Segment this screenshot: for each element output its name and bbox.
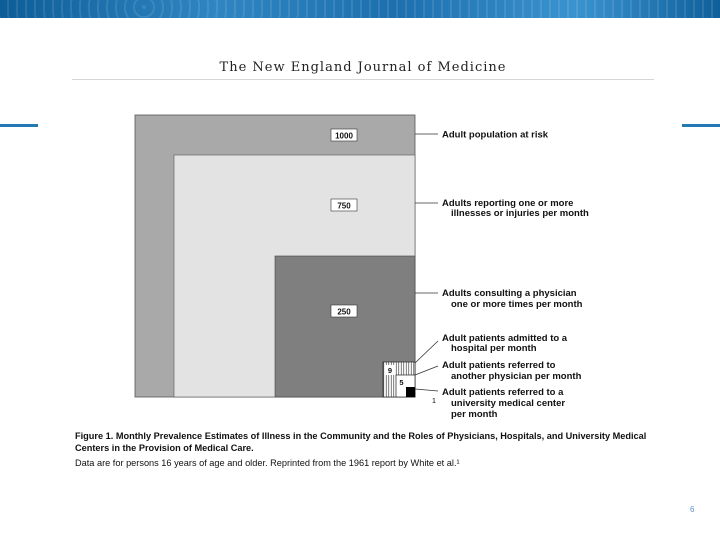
figure-note: Data are for persons 16 years of age and older. Reprinted from the 1961 report by White et al.¹ — [75, 458, 460, 468]
label-5-line-2: another physician per month — [451, 371, 582, 382]
label-750-line-1: Adults reporting one or more — [442, 198, 574, 209]
page-number: 6 — [690, 505, 695, 514]
figure-title: Monthly Prevalence Estimates of Illness in the Community and the Roles of Physicians, Hospitals, and University Medical Centers in the Provision of Medical Care. — [75, 431, 647, 453]
label-250-line-1: Adults consulting a physician — [442, 288, 577, 299]
label-1-line-3: per month — [451, 409, 498, 420]
square-1 — [406, 387, 415, 397]
label-5-line-1: Adult patients referred to — [442, 360, 556, 371]
label-750-line-2: illnesses or injuries per month — [451, 208, 589, 219]
label-1-line-1: Adult patients referred to a — [442, 387, 564, 398]
figure-label: Figure 1. — [75, 431, 114, 441]
label-9-line-2: hospital per month — [451, 343, 537, 354]
label-5 — [442, 360, 582, 382]
label-1000-line-1: Adult population at risk — [442, 129, 549, 141]
label-1000 — [442, 130, 549, 141]
label-1-line-2: university medical center — [451, 398, 566, 409]
figure-caption — [75, 430, 665, 469]
leader-line-9 — [415, 341, 438, 363]
value-750: 750 — [337, 201, 351, 211]
leader-line-1 — [415, 389, 438, 391]
value-1000: 1000 — [335, 131, 353, 141]
label-9 — [442, 333, 570, 354]
leader-line-5 — [415, 366, 438, 375]
label-250-line-2: one or more times per month — [451, 299, 583, 310]
label-9-line-1: Adult patients admitted to a — [442, 333, 568, 344]
journal-title: The New England Journal of Medicine — [219, 60, 507, 75]
label-750 — [442, 198, 589, 219]
value-9: 9 — [387, 366, 393, 375]
label-1 — [442, 387, 568, 420]
value-1: 1 — [431, 396, 437, 405]
value-250: 250 — [337, 307, 351, 317]
label-250 — [442, 288, 583, 310]
value-5: 5 — [399, 378, 404, 387]
